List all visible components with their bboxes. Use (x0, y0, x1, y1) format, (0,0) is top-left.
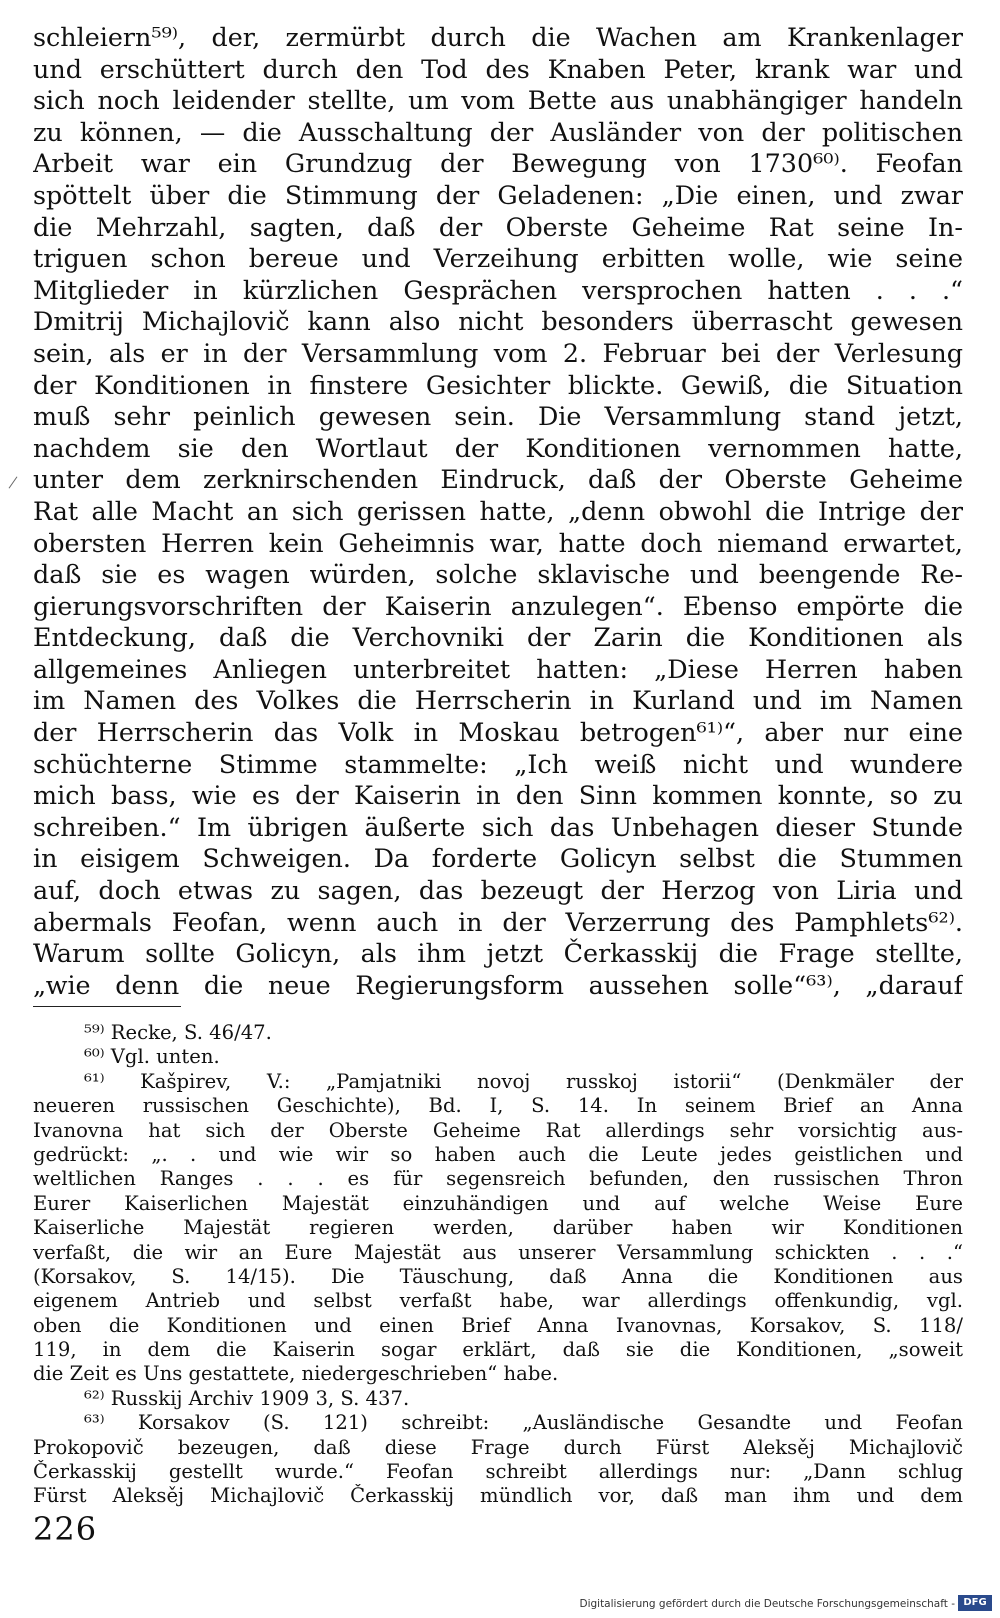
footnote-line: ⁶²⁾ Russkij Archiv 1909 3, S. 437. (84, 1386, 410, 1410)
text-line: die Mehrzahl, sagten, daß der Oberste Geheime Rat seine In- (33, 211, 963, 242)
footnote-line: Ivanovna hat sich der Oberste Geheime Rat allerdings sehr vorsichtig aus- (33, 1118, 963, 1142)
footnote-line: Fürst Aleksěj Michajlovič Čerkasskij mündlich vor, daß man ihm und dem (33, 1484, 963, 1508)
footnote-line: ⁶³⁾ Korsakov (S. 121) schreibt: „Ausländische Gesandte und Feofan (84, 1411, 963, 1435)
text-line: sein, als er in der Versammlung vom 2. Februar bei der Verlesung (33, 337, 963, 368)
text-line: Entdeckung, daß die Verchovniki der Zarin die Konditionen als (33, 622, 963, 653)
text-line: Warum sollte Golicyn, als ihm jetzt Čerkasskij die Frage stellte, (33, 938, 963, 969)
text-line: Dmitrij Michajlovič kann also nicht besonders überrascht gewesen (33, 306, 963, 337)
footnote-line: Kaiserliche Majestät regieren werden, darüber haben wir Konditionen (33, 1216, 963, 1240)
footnote-line: weltlichen Ranges . . . es für segensreich befunden, den russischen Thron (33, 1167, 963, 1191)
text-line: im Namen des Volkes die Herrscherin in Kurland und im Namen (33, 685, 963, 716)
text-line: der Herrscherin das Volk in Moskau betrogen⁶¹⁾“, aber nur eine (33, 717, 963, 748)
footnotes (33, 1021, 963, 1509)
text-line: abermals Feofan, wenn auch in der Verzerrung des Pamphlets⁶²⁾. (33, 906, 963, 937)
text-line: Arbeit war ein Grundzug der Bewegung von 1730⁶⁰⁾. Feofan (33, 148, 963, 179)
dfg-logo: DFG (958, 1595, 992, 1611)
footnote-line: eigenem Antrieb und selbst verfaßt habe, war allerdings offenkundig, vgl. (33, 1289, 963, 1313)
margin-mark (9, 476, 18, 488)
footnote-line: oben die Konditionen und einen Brief Anna Ivanovnas, Korsakov, S. 118/ (33, 1313, 963, 1337)
footnote-line: (Korsakov, S. 14/15). Die Täuschung, daß Anna die Konditionen aus (33, 1264, 963, 1288)
footnote-divider (33, 1006, 181, 1007)
text-line: „wie denn die neue Regierungsform aussehen solle“⁶³⁾, „darauf (33, 969, 963, 1000)
footnote-line: ⁵⁹⁾ Recke, S. 46/47. (84, 1021, 272, 1044)
text-line: sich noch leidender stellte, um vom Bette aus unabhängiger handeln (33, 85, 963, 116)
footnote-line: Eurer Kaiserlichen Majestät einzuhändigen und auf welche Weise Eure (33, 1191, 963, 1215)
footnote-line: verfaßt, die wir an Eure Majestät aus unserer Versammlung schickten . . .“ (33, 1240, 963, 1264)
text-line: Rat alle Macht an sich gerissen hatte, „denn obwohl die Intrige der (33, 495, 963, 526)
text-line: allgemeines Anliegen unterbreitet hatten: „Diese Herren haben (33, 653, 963, 684)
text-line: mich bass, wie es der Kaiserin in den Sinn kommen konnte, so zu (33, 780, 963, 811)
footnote-line: neueren russischen Geschichte), Bd. I, S. 14. In seinem Brief an Anna (33, 1094, 963, 1118)
footnote-line: ⁶¹⁾ Kašpirev, V.: „Pamjatniki novoj russkoj istorii“ (Denkmäler der (84, 1069, 963, 1093)
text-line: zu können, — die Ausschaltung der Ausländer von der politischen (33, 116, 963, 147)
page-number: 226 (33, 1510, 98, 1548)
text-line: daß sie es wagen würden, solche sklavische und beengende Re- (33, 559, 963, 590)
text-line: nachdem sie den Wortlaut der Konditionen vernommen hatte, (33, 432, 963, 463)
text-line: in eisigem Schweigen. Da forderte Golicyn selbst die Stummen (33, 843, 963, 874)
digitization-credit: Digitalisierung gefördert durch die Deutsche Forschungsgemeinschaft - (579, 1598, 955, 1610)
text-line: muß sehr peinlich gewesen sein. Die Versammlung stand jetzt, (33, 401, 963, 432)
main-text (33, 22, 963, 1001)
text-line: obersten Herren kein Geheimnis war, hatte doch niemand erwartet, (33, 527, 963, 558)
footnote-line: Čerkasskij gestellt wurde.“ Feofan schreibt allerdings nur: „Dann schlug (33, 1460, 963, 1484)
text-line: Mitglieder in kürzlichen Gesprächen versprochen hatten . . .“ (33, 274, 963, 305)
footnote-line: 119, in dem die Kaiserin sogar erklärt, daß sie die Konditionen, „soweit (33, 1338, 963, 1362)
footnote-line: Prokopovič bezeugen, daß diese Frage durch Fürst Aleksěj Michajlovič (33, 1435, 963, 1459)
footnote-line: die Zeit es Uns gestattete, niedergeschrieben“ habe. (33, 1362, 559, 1386)
text-line: spöttelt über die Stimmung der Geladenen: „Die einen, und zwar (33, 179, 963, 210)
text-line: unter dem zerknirschenden Eindruck, daß der Oberste Geheime (33, 464, 963, 495)
footnote-line: ⁶⁰⁾ Vgl. unten. (84, 1045, 220, 1069)
text-line: schleiern⁵⁹⁾, der, zermürbt durch die Wachen am Krankenlager (33, 22, 963, 52)
text-line: der Konditionen in finstere Gesichter blickte. Gewiß, die Situation (33, 369, 963, 400)
text-line: schreiben.“ Im übrigen äußerte sich das Unbehagen dieser Stunde (33, 811, 963, 842)
text-line: gierungsvorschriften der Kaiserin anzulegen“. Ebenso empörte die (33, 590, 963, 621)
footnote-line: gedrückt: „. . und wie wir so haben auch die Leute jedes geistlichen und (33, 1142, 963, 1166)
text-line: schüchterne Stimme stammelte: „Ich weiß nicht und wundere (33, 748, 963, 779)
text-line: triguen schon bereue und Verzeihung erbitten wolle, wie seine (33, 243, 963, 274)
text-line: auf, doch etwas zu sagen, das bezeugt der Herzog von Liria und (33, 875, 963, 906)
text-line: und erschüttert durch den Tod des Knaben Peter, krank war und (33, 53, 963, 84)
